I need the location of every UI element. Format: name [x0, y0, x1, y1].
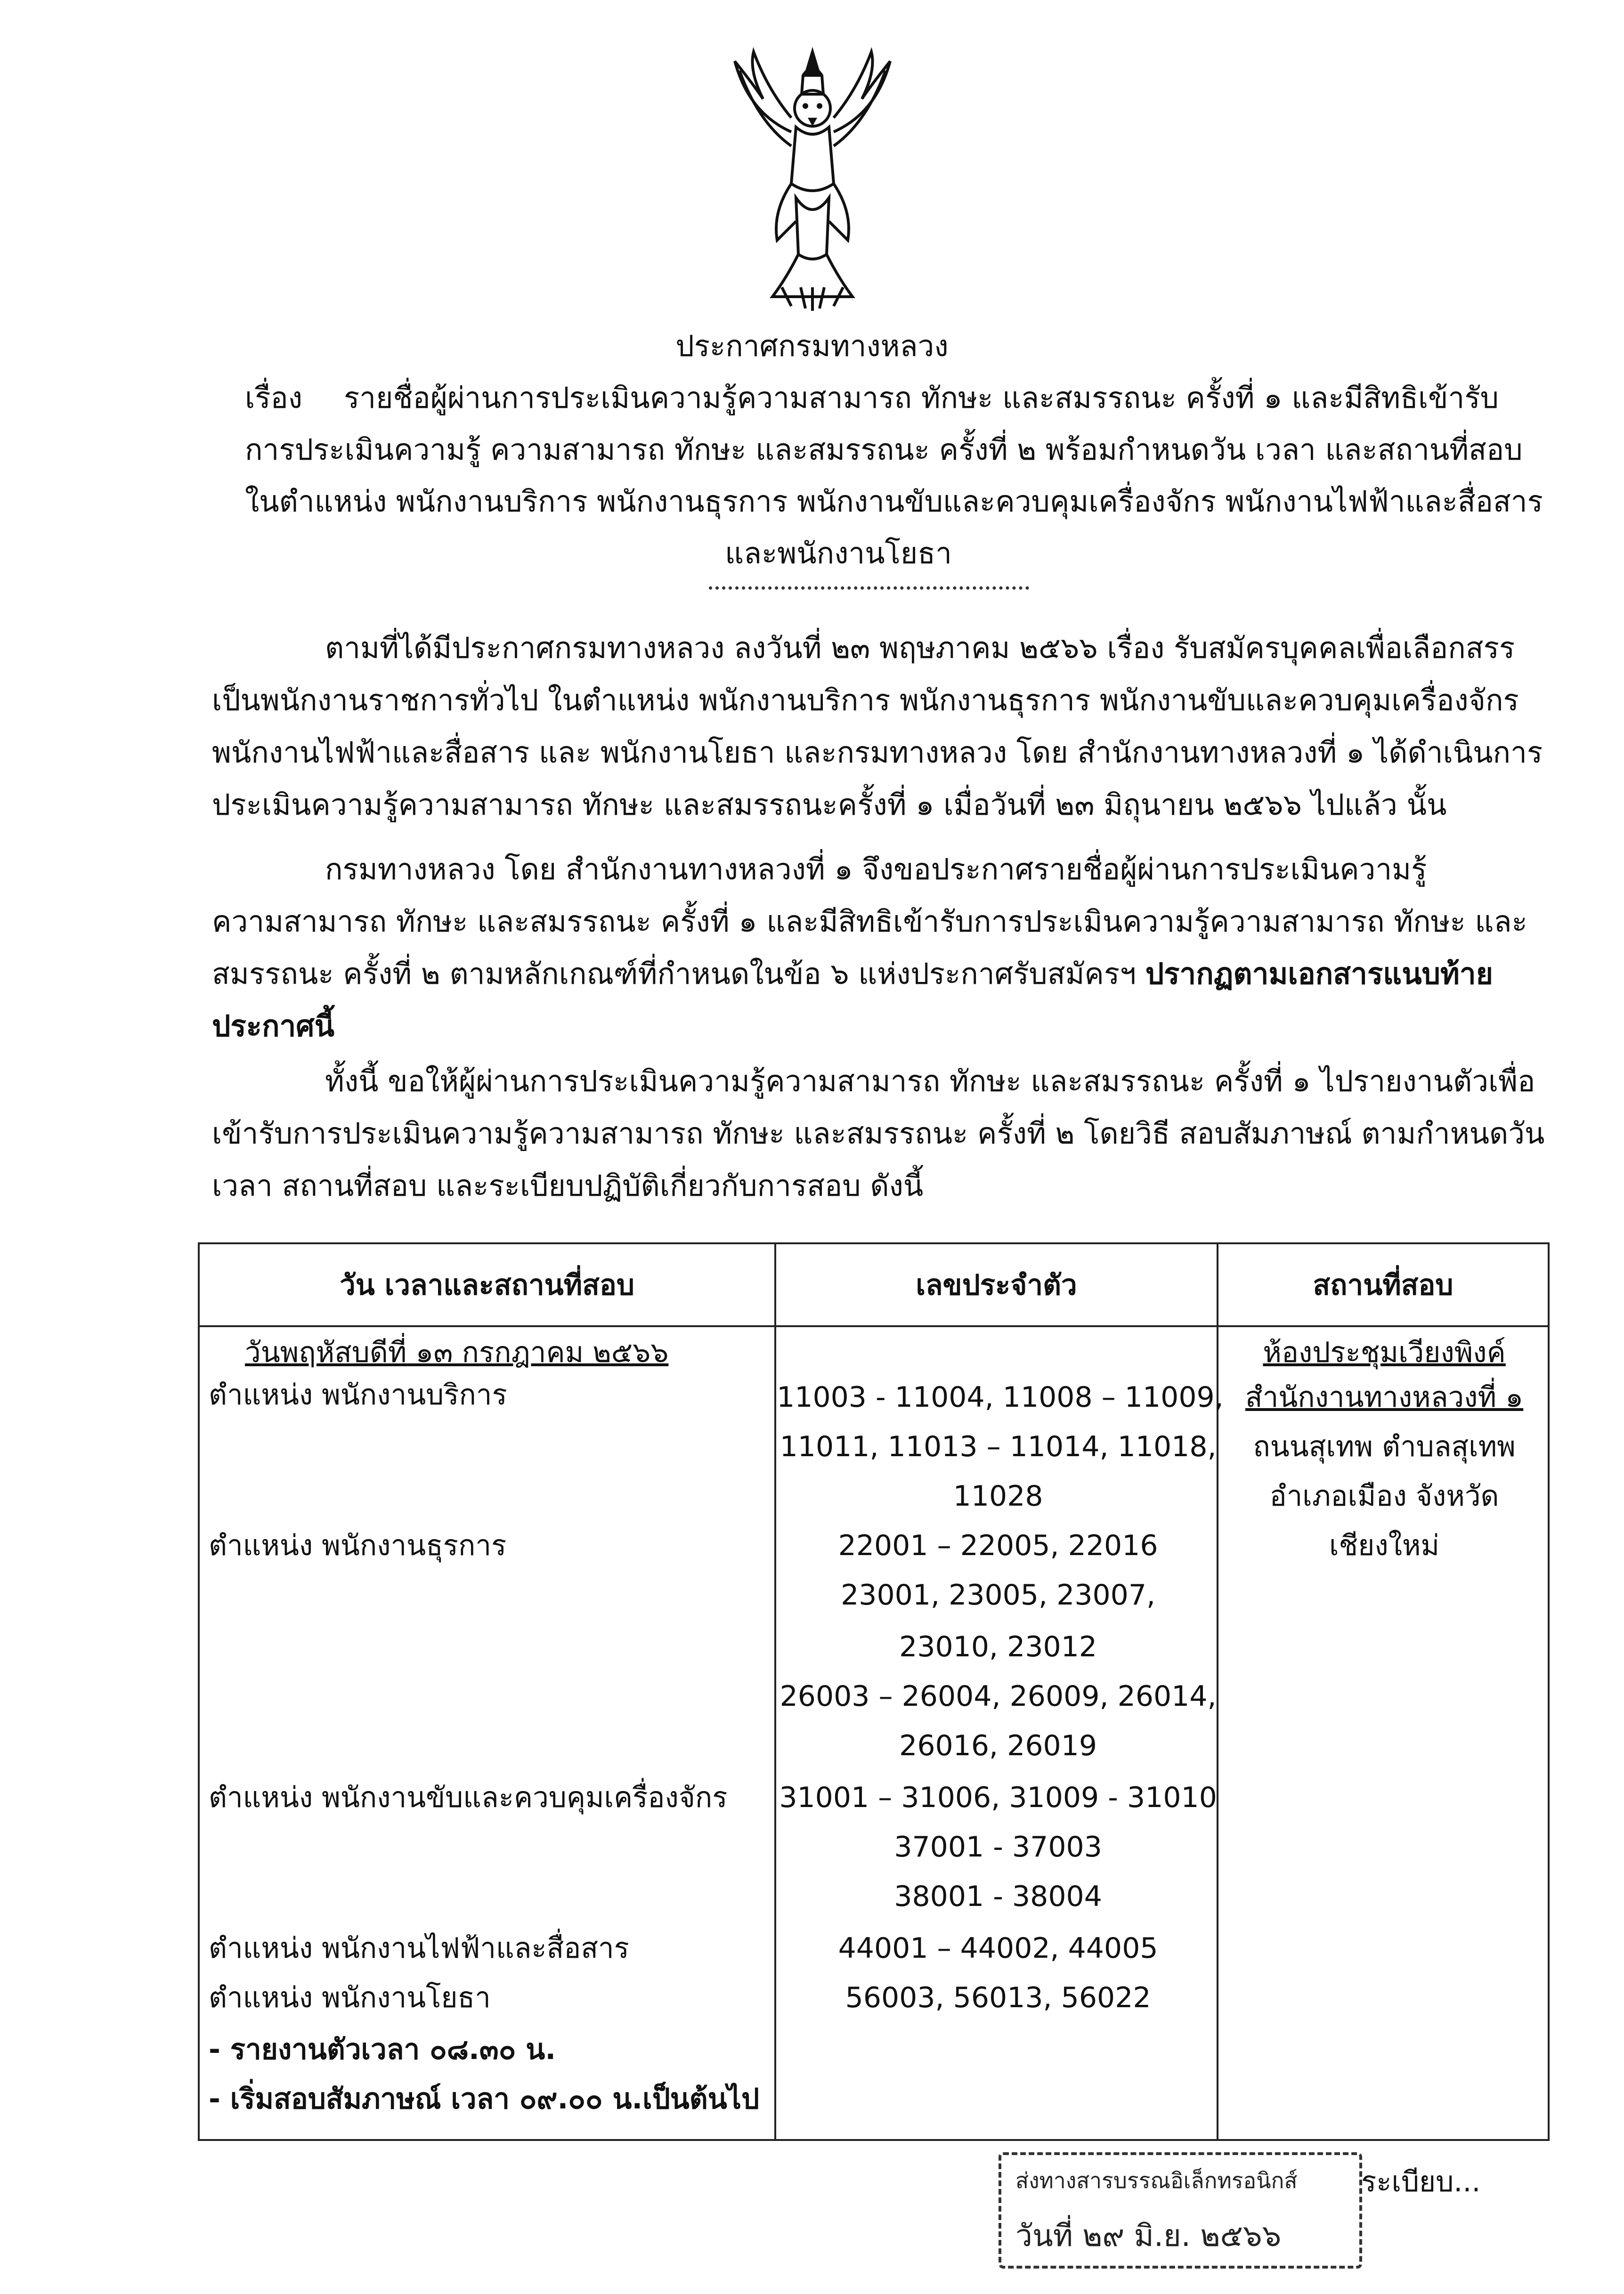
subject-line: ในตำแหน่ง พนักงานบริการ พนักงานธุรการ พนักงานขับและควบคุมเครื่องจักร พนักงานไฟฟ้าและสื่อสาร [245, 484, 1543, 519]
id-line: 37001 - 37003 [894, 1831, 1102, 1864]
id-cell [775, 1326, 1224, 2140]
para-line: เป็นพนักงานราชการทั่วไป ในตำแหน่ง พนักงานบริการ พนักงานธุรการ พนักงานขับและควบคุมเครื่องจักร [212, 683, 1519, 717]
subject-block [245, 372, 1543, 579]
position-label: ตำแหน่ง พนักงานโยธา [209, 1981, 491, 2014]
position-label: ตำแหน่ง พนักงานบริการ [209, 1378, 507, 1411]
paragraph-3 [212, 1055, 1545, 1212]
venue-line: ถนนสุเทพ ตำบลสุเทพ [1253, 1430, 1516, 1463]
id-line: 11028 [953, 1480, 1043, 1513]
schedule-note: - เริ่มสอบสัมภาษณ์ เวลา ๐๙.๐๐ น.เป็นต้นไป [209, 2083, 760, 2116]
subject-line: รายชื่อผู้ผ่านการประเมินความรู้ความสามารถ ทักษะ และสมรรถนะ ครั้งที่ ๑ และมีสิทธิเข้ารับ [344, 381, 1499, 415]
stamp-date: วันที่ ๒๙ มิ.ย. ๒๕๖๖ [1015, 2219, 1282, 2253]
schedule-cell [199, 1326, 775, 2140]
para-line: เข้ารับการประเมินความรู้ความสามารถ ทักษะ และสมรรถนะ ครั้งที่ ๒ โดยวิธี สอบสัมภาษณ์ ตามกำหนดวัน [212, 1116, 1545, 1151]
id-line: 26016, 26019 [899, 1729, 1097, 1762]
venue-line: สำนักงานทางหลวงที่ ๑ [1245, 1381, 1524, 1414]
id-line: 22001 – 22005, 22016 [838, 1529, 1158, 1562]
position-label: ตำแหน่ง พนักงานไฟฟ้าและสื่อสาร [209, 1932, 629, 1965]
venue-line: เชียงใหม่ [1329, 1529, 1440, 1562]
paragraph-2 [212, 843, 1527, 1052]
venue-line: ห้องประชุมเวียงพิงค์ [1263, 1336, 1506, 1369]
table-row [199, 1326, 1549, 2140]
table-header: สถานที่สอบ [1218, 1243, 1549, 1326]
id-line: 23001, 23005, 23007, [841, 1579, 1156, 1612]
para-line: สมรรถนะ ครั้งที่ ๒ ตามหลักเกณฑ์ที่กำหนดในข้อ ๖ แห่งประกาศรับสมัครฯ [212, 957, 1137, 991]
para-bold-text: ประกาศนี้ [212, 1009, 335, 1043]
subject-line: และพนักงานโยธา [725, 536, 952, 570]
received-stamp [999, 2152, 1362, 2269]
schedule-note: - รายงานตัวเวลา ๐๘.๓๐ น. [209, 2033, 556, 2066]
para-line: พนักงานไฟฟ้าและสื่อสาร และ พนักงานโยธา และกรมทางหลวง โดย สำนักงานทางหลวงที่ ๑ ได้ดำเนินการ [212, 735, 1543, 770]
para-line: กรมทางหลวง โดย สำนักงานทางหลวงที่ ๑ จึงขอประกาศรายชื่อผู้ผ่านการประเมินความรู้ [325, 852, 1427, 886]
subject-line: การประเมินความรู้ ความสามารถ ทักษะ และสมรรถนะ ครั้งที่ ๒ พร้อมกำหนดวัน เวลา และสถานที่สอบ [245, 432, 1523, 467]
id-line: 44001 – 44002, 44005 [838, 1932, 1158, 1965]
subject-label: เรื่อง [245, 381, 303, 415]
stamp-text: ส่งทางสารบรรณอิเล็กทรอนิกส์ [1015, 2168, 1298, 2193]
table-header-row [199, 1243, 1549, 1326]
position-label: ตำแหน่ง พนักงานขับและควบคุมเครื่องจักร [209, 1781, 728, 1814]
continued-text: ระเบียบ... [1361, 2165, 1481, 2198]
garuda-emblem-icon [721, 42, 904, 316]
position-label: ตำแหน่ง พนักงานธุรการ [209, 1529, 507, 1562]
paragraph-1 [212, 622, 1543, 831]
para-line: ความสามารถ ทักษะ และสมรรถนะ ครั้งที่ ๑ และมีสิทธิเข้ารับการประเมินความรู้ความสามารถ ทักษะ และ [212, 904, 1527, 939]
table-header: วัน เวลาและสถานที่สอบ [199, 1243, 775, 1326]
id-line: 38001 - 38004 [894, 1880, 1102, 1913]
para-line: ทั้งนี้ ขอให้ผู้ผ่านการประเมินความรู้ความสามารถ ทักษะ และสมรรถนะ ครั้งที่ ๑ ไปรายงานตัวเพื่อ [325, 1064, 1535, 1098]
id-line: 56003, 56013, 56022 [845, 1981, 1151, 2014]
document-title: ประกาศกรมทางหลวง [675, 329, 949, 363]
venue-line: อำเภอเมือง จังหวัด [1269, 1480, 1499, 1513]
para-line: เวลา สถานที่สอบ และระเบียบปฏิบัติเกี่ยวกับการสอบ ดังนี้ [212, 1168, 924, 1203]
id-line: 11011, 11013 – 11014, 11018, [780, 1430, 1217, 1463]
id-line: 26003 – 26004, 26009, 26014, [780, 1680, 1217, 1713]
para-bold-text: ปรากฏตามเอกสารแนบท้าย [1145, 957, 1493, 991]
dotted-divider [709, 586, 1029, 590]
schedule-table [198, 1242, 1550, 2141]
id-line: 31001 – 31006, 31009 - 31010 [779, 1781, 1217, 1814]
id-line: 11003 - 11004, 11008 – 11009, [777, 1381, 1224, 1414]
para-line: ตามที่ได้มีประกาศกรมทางหลวง ลงวันที่ ๒๓ พฤษภาคม ๒๕๖๖ เรื่อง รับสมัครบุคคลเพื่อเลือกสรร [325, 631, 1515, 665]
id-line: 23010, 23012 [899, 1630, 1097, 1663]
para-line: ประเมินความรู้ความสามารถ ทักษะ และสมรรถนะครั้งที่ ๑ เมื่อวันที่ ๒๓ มิถุนายน ๒๕๖๖ ไปแล้ว นั้น [212, 787, 1447, 822]
table-header: เลขประจำตัว [775, 1243, 1218, 1326]
exam-date: วันพฤหัสบดีที่ ๑๓ กรกฎาคม ๒๕๖๖ [245, 1336, 669, 1369]
venue-cell [1218, 1326, 1549, 2140]
